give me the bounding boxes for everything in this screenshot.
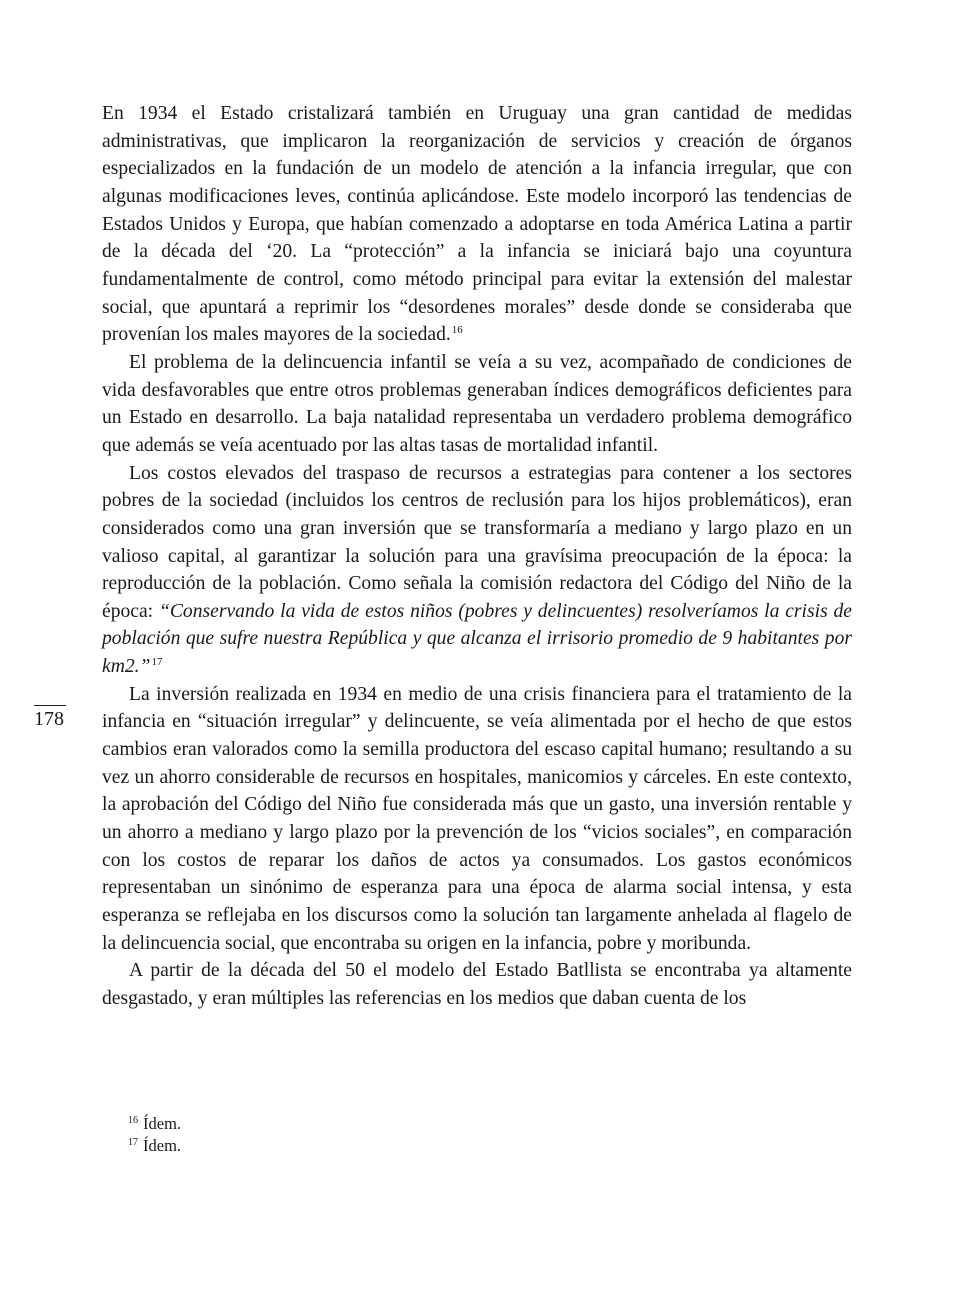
quoted-text: “Conservando la vida de estos niños (pobres y delincuentes) resolveríamos la crisis de población que sufre nuestra República y que alcanza el irrisorio promedio de 9 habitantes por km2.” — [102, 600, 853, 678]
footnote-16 — [128, 1113, 181, 1135]
footnote-reference: 17 — [151, 656, 163, 669]
footnote-17 — [128, 1135, 181, 1157]
paragraph-3 — [102, 460, 852, 681]
paragraph-text: A partir de la década del 50 el modelo del Estado Batllista se encontraba ya altamente desgastado, y eran múltiples las referencias en los medios que daban cuenta de los — [102, 960, 852, 1009]
body-text — [102, 100, 852, 1013]
footnote-text: Ídem. — [143, 1136, 182, 1155]
footnotes — [128, 1113, 181, 1157]
paragraph-5 — [102, 957, 852, 1012]
footnote-text: Ídem. — [143, 1114, 182, 1133]
paragraph-text: En 1934 el Estado cristalizará también en Uruguay una gran cantidad de medidas administrativas, que implicaron la reorganización de servicios y creación de órganos especializados en la fundación de un modelo de atención a la infancia irregular, que con algunas modificaciones leves, continúa aplicándose. Este modelo incorporó las tendencias de Estados Unidos y Europa, que habían comenzado a adoptarse en toda América Latina a partir de la década del ‘20. La “protección” a la infancia se iniciará bajo una coyuntura fundamentalmente de control, como método principal para evitar la extensión del malestar social, que apuntará a reprimir los “desordenes morales” desde donde se consideraba que provenían los males mayores de la sociedad. — [102, 103, 852, 346]
page-number: 178 — [34, 708, 64, 730]
footnote-reference: 16 — [451, 324, 463, 337]
paragraph-text: La inversión realizada en 1934 en medio de una crisis financiera para el tratamiento de la infancia en “situación irregular” y delincuente, se veía alimentada por el hecho de que estos cambios eran valorados como la semilla productora del escaso capital humano; resultando a su vez un ahorro considerable de recursos en hospitales, manicomios y cárceles. En este contexto, la aprobación del Código del Niño fue considerada más que un gasto, una inversión rentable y un ahorro a mediano y largo plazo por la prevención de los “vicios sociales”, en comparación con los costos de reparar los daños de actos ya consumados. Los gastos económicos representaban un sinónimo de esperanza para una época de alarma social intensa, y esta esperanza se reflejaba en los discursos como la solución tan largamente anhelada al flagelo de la delincuencia social, que encontraba su origen en la infancia, pobre y moribunda. — [102, 683, 852, 954]
footnote-marker: 16 — [128, 1115, 138, 1126]
paragraph-2 — [102, 349, 852, 460]
paragraph-text: Los costos elevados del traspaso de recursos a estrategias para contener a los sectores pobres de la sociedad (incluidos los centros de reclusión para los hijos problemáticos), eran considerados como una gran inversión que se transformaría a mediano y largo plazo en un valioso capital, al garantizar la solución para una gravísima preocupación de la época: la reproducción de la población. Como señala la comisión redactora del Código del Niño de la época: — [102, 462, 852, 622]
paragraph-1 — [102, 100, 852, 349]
paragraph-text: El problema de la delincuencia infantil se veía a su vez, acompañado de condiciones de vida desfavorables que entre otros problemas generaban índices demográficos deficientes para un Estado en desarrollo. La baja natalidad representaba un verdadero problema demográfico que además se veía acentuado por las altas tasas de mortalidad infantil. — [102, 351, 852, 456]
footnote-marker: 17 — [128, 1137, 138, 1148]
paragraph-4 — [102, 681, 852, 958]
